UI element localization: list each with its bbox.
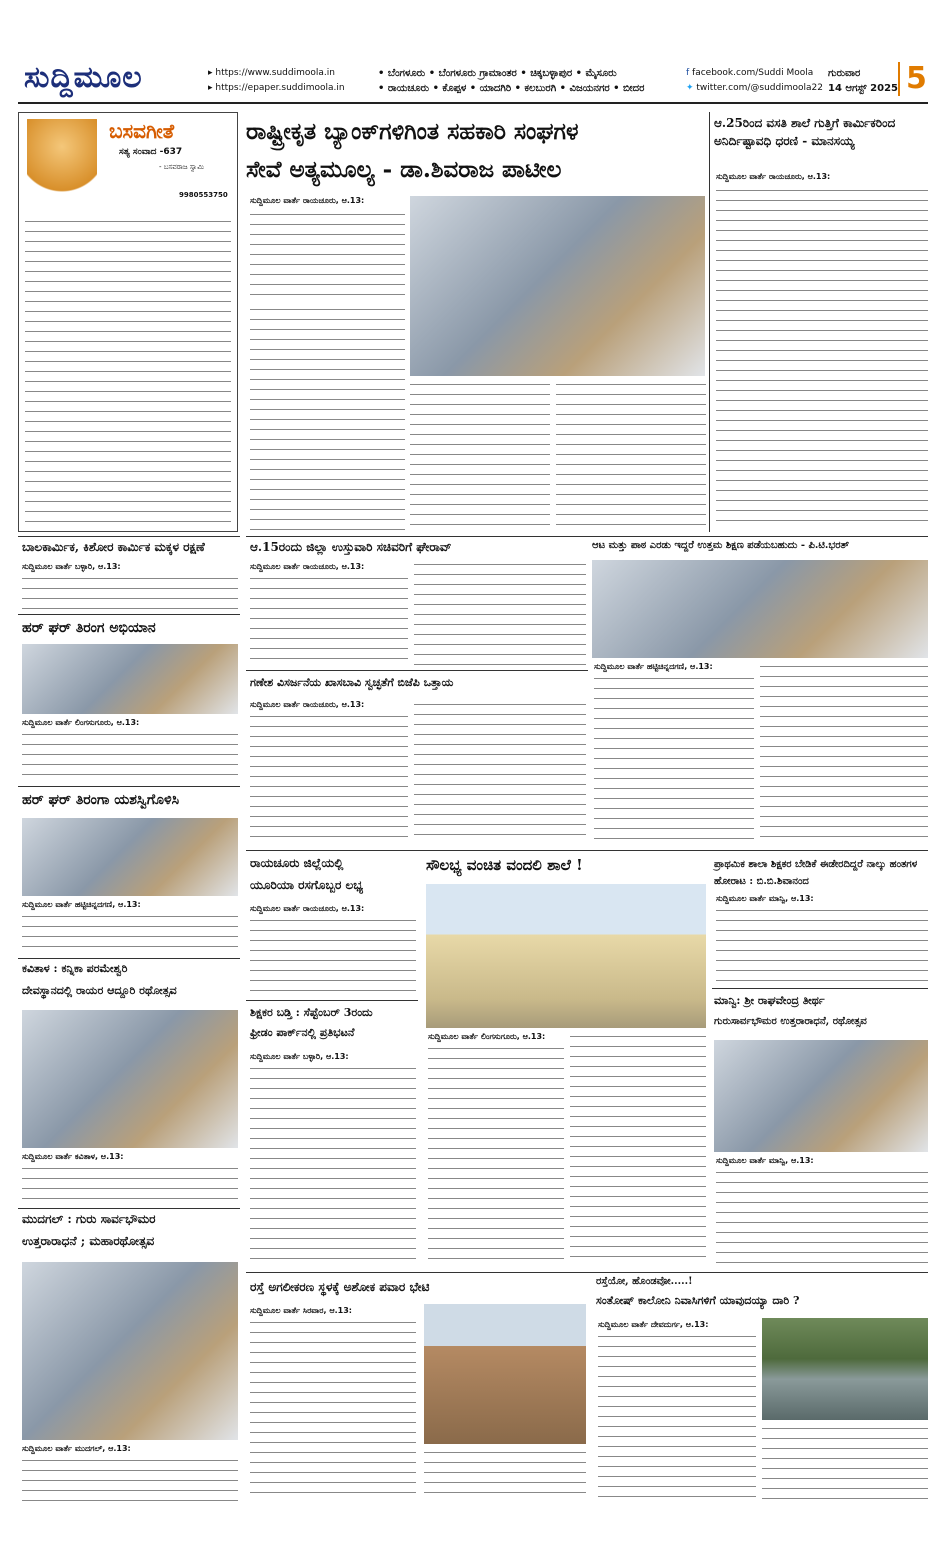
separator: [18, 614, 240, 615]
teacher-day-headline-1: ಶಿಕ್ಷಕರ ಬಡ್ತಿ : ಸೆಪ್ಟೆಂಬರ್ 3ರಂದು: [250, 1006, 373, 1019]
road-body-2: [424, 1448, 586, 1502]
manvi-photo: [714, 1040, 928, 1152]
masthead: [18, 58, 928, 104]
lead-intro: [250, 210, 405, 300]
urea-byline: ಸುದ್ದಿಮೂಲ ವಾರ್ತೆ ರಾಯಚೂರು, ಆ.13:: [250, 904, 365, 913]
mudagal-body: [22, 1456, 238, 1502]
sports-body-1: [594, 674, 754, 844]
twitter-link[interactable]: twitter.com/@suddimoola22: [696, 83, 823, 93]
school-headline: ಸೌಲಭ್ಯ ವಂಚಿತ ವಂದಲಿ ಶಾಲೆ !: [426, 856, 583, 874]
twitter-icon: ✦: [686, 83, 697, 93]
road-photo: [424, 1304, 586, 1444]
basava-illustration: [27, 119, 97, 211]
kavitala-photo: [22, 1010, 238, 1148]
website-links: [208, 66, 345, 96]
har-ghar-2-body: [22, 912, 238, 954]
road-headline: ರಸ್ತೆ ಅಗಲೀಕರಣ ಸ್ಥಳಕ್ಕೆ ಅಶೋಕ ಪವಾರ ಭೇಟಿ: [250, 1280, 430, 1294]
teachers-body: [716, 906, 928, 984]
basava-subtitle: ಸತ್ಯ ಸಂವಾದ -637: [119, 147, 183, 157]
ganesh-body-2: [414, 700, 586, 844]
colony-body-2: [762, 1424, 928, 1502]
separator: [18, 536, 240, 537]
basava-title: ಬಸವಗೀತೆ: [109, 119, 175, 143]
social-links: [686, 66, 823, 96]
mudagal-headline-2: ಉತ್ತರಾರಾಧನೆ ; ಮಹಾರಥೋತ್ಸವ: [22, 1234, 155, 1248]
child-labour-headline: ಬಾಲಕಾರ್ಮಿಕ, ಕಿಶೋರ ಕಾರ್ಮಿಕ ಮಕ್ಕಳ ರಕ್ಷಣೆ: [22, 540, 205, 554]
epaper-url[interactable]: https://epaper.suddimoola.in: [215, 83, 345, 93]
date: 14 ಆಗಸ್ಟ್ 2025: [828, 83, 898, 94]
sports-byline: ಸುದ್ದಿಮೂಲ ವಾರ್ತೆ ಹಟ್ಟಿಚಿನ್ನದಗಣಿ, ಆ.13:: [594, 662, 713, 671]
sports-photo: [592, 560, 928, 658]
manvi-headline-2: ಗುರುಸಾರ್ವಭೌಮರ ಉತ್ತರಾರಾಧನೆ, ರಥೋತ್ಸವ: [714, 1016, 867, 1027]
minister-byline: ಸುದ್ದಿಮೂಲ ವಾರ್ತೆ ರಾಯಚೂರು, ಆ.13:: [250, 562, 365, 571]
teacher-day-headline-2: ಫ್ರೀಡಂ ಪಾರ್ಕ್‌ನಲ್ಲಿ ಪ್ರತಿಭಟನೆ: [250, 1026, 355, 1039]
har-ghar-headline: ಹರ್ ಘರ್ ತಿರಂಗ ಅಭಿಯಾನ: [22, 620, 156, 636]
sports-headline: ಆಟ ಮತ್ತು ಪಾಠ ಎರಡು ಇದ್ದರೆ ಉತ್ತಮ ಶಿಕ್ಷಣ ಪಡೆಯಬಹುದು - ಪಿ.ಟಿ.ಭರತ್: [592, 540, 850, 551]
basava-text: [25, 217, 231, 525]
teacher-day-byline: ಸುದ್ದಿಮೂಲ ವಾರ್ತೆ ಬಳ್ಳಾರಿ, ಆ.13:: [250, 1052, 349, 1061]
sports-body-2: [760, 662, 928, 844]
facebook-icon: f: [686, 68, 693, 78]
teachers-headline: ಪ್ರಾಥಮಿಕ ಶಾಲಾ ಶಿಕ್ಷಕರ ಬೇಡಿಕೆ ಈಡೇರದಿದ್ದರೆ ನಾಲ್ಕು ಹಂತಗಳ ಹೋರಾಟ : ಬಿ.ಬಿ.ಶಿವಾನಂದ: [714, 859, 918, 887]
facebook-link[interactable]: facebook.com/Suddi Moola: [692, 68, 814, 78]
road-body-1: [250, 1318, 416, 1502]
separator: [246, 1000, 418, 1001]
manvi-body: [716, 1168, 928, 1264]
right-top-body: [716, 186, 928, 530]
separator: [712, 988, 928, 989]
kavitala-byline: ಸುದ್ದಿಮೂಲ ವಾರ್ತೆ ಕವಿತಾಳ, ಆ.13:: [22, 1152, 124, 1161]
globe-icon: ▸: [208, 68, 216, 78]
har-ghar-2-headline: ಹರ್ ಘರ್ ತಿರಂಗಾ ಯಶಸ್ವಿಗೊಳಿಸಿ: [22, 792, 180, 808]
separator: [246, 1272, 928, 1273]
mudagal-headline-1: ಮುದಗಲ್ : ಗುರು ಸಾರ್ವಭೌಮರ: [22, 1212, 156, 1226]
har-ghar-body: [22, 730, 238, 782]
school-body-2: [570, 1032, 706, 1264]
globe-icon: ▸: [208, 83, 216, 93]
lead-photo: [410, 196, 705, 376]
lead-headline-line2: ಸೇವೆ ಅತ್ಯಮೂಲ್ಯ - ಡಾ.ಶಿವರಾಜ ಪಾಟೀಲ: [246, 156, 562, 183]
lead-body-col2: [410, 380, 550, 530]
right-top-headline: ಆ.25ರಿಂದ ವಸತಿ ಶಾಲೆ ಗುತ್ತಿಗೆ ಕಾರ್ಮಿಕರಿಂದ ಅನಿರ್ದಿಷ್ಟಾವಧಿ ಧರಣಿ - ಮಾನಸಯ್ಯ: [714, 116, 896, 148]
school-photo: [426, 884, 706, 1028]
issue-date: [828, 66, 898, 96]
ganesh-byline: ಸುದ್ದಿಮೂಲ ವಾರ್ತೆ ರಾಯಚೂರು, ಆ.13:: [250, 700, 365, 709]
newspaper-logo: ಸುದ್ದಿಮೂಲ: [24, 60, 143, 95]
har-ghar-photo: [22, 644, 238, 714]
teachers-byline: ಸುದ್ದಿಮೂಲ ವಾರ್ತೆ ಮಾನ್ವಿ, ಆ.13:: [716, 894, 814, 903]
edition-list: [378, 66, 688, 96]
ganesh-headline: ಗಣೇಶ ವಿಸರ್ಜನೆಯ ಖಾಸಬಾವಿ ಸ್ವಚ್ಛತೆಗೆ ಬಿಜೆಪಿ ಒತ್ತಾಯ: [250, 676, 454, 689]
edition-row-2: • ರಾಯಚೂರು • ಕೊಪ್ಪಳ • ಯಾದಗಿರಿ • ಕಲಬುರಗಿ • ವಿಜಯನಗರ • ಬೀದರ: [378, 83, 645, 94]
basava-phone: 9980553750: [179, 191, 228, 199]
kavitala-headline-1: ಕವಿತಾಳ : ಕನ್ನಿಕಾ ಪರಮೇಶ್ವರಿ: [22, 962, 128, 975]
colony-photo: [762, 1318, 928, 1420]
colony-headline: ಸಂತೋಷ್ ಕಾಲೋನಿ ನಿವಾಸಿಗಳಿಗೆ ಯಾವುದಯ್ಯಾ ದಾರಿ ?: [596, 1294, 800, 1307]
lead-body-col1: [250, 305, 405, 530]
school-body-1: [428, 1044, 564, 1264]
har-ghar-2-byline: ಸುದ್ದಿಮೂಲ ವಾರ್ತೆ ಹಟ್ಟಿಚಿನ್ನದಗಣಿ, ಆ.13:: [22, 900, 141, 909]
minister-headline: ಆ.15ರಂದು ಜಿಲ್ಲಾ ಉಸ್ತುವಾರಿ ಸಚಿವರಿಗೆ ಘೇರಾವ್: [250, 540, 452, 554]
basava-author: - ಬಸವರಾಜ ಸ್ವಾಮಿ: [159, 163, 204, 171]
lead-headline-line1: ರಾಷ್ಟ್ರೀಕೃತ ಬ್ಯಾಂಕ್‌ಗಳಿಗಿಂತ ಸಹಕಾರಿ ಸಂಘಗಳ: [246, 118, 579, 145]
minister-body-1: [250, 574, 408, 666]
lead-body-col3: [556, 380, 706, 530]
colony-kicker: ರಸ್ತೆಯೋ, ಹೊಂಡವೋ.....!: [596, 1276, 693, 1287]
road-byline: ಸುದ್ದಿಮೂಲ ವಾರ್ತೆ ಸಿರವಾರ, ಆ.13:: [250, 1306, 352, 1315]
manvi-headline-1: ಮಾನ್ವಿ: ಶ್ರೀ ರಾಘವೇಂದ್ರ ತೀರ್ಥ: [714, 994, 825, 1007]
teacher-day-body: [250, 1064, 416, 1264]
minister-body-2: [414, 560, 586, 666]
child-labour-body: [22, 574, 238, 610]
har-ghar-2-photo: [22, 818, 238, 896]
school-byline: ಸುದ್ದಿಮೂಲ ವಾರ್ತೆ ಲಿಂಗಸುಗೂರು, ಆ.13:: [428, 1032, 546, 1041]
right-top-byline: ಸುದ್ದಿಮೂಲ ವಾರ್ತೆ ರಾಯಚೂರು, ಆ.13:: [716, 172, 831, 181]
urea-body: [250, 916, 416, 996]
separator: [246, 850, 928, 851]
column-divider: [709, 112, 710, 532]
separator: [18, 958, 240, 959]
mudagal-photo: [22, 1262, 238, 1440]
lead-byline: ಸುದ್ದಿಮೂಲ ವಾರ್ತೆ ರಾಯಚೂರು, ಆ.13:: [250, 196, 365, 205]
kavitala-headline-2: ದೇವಸ್ಥಾನದಲ್ಲಿ ರಾಯರ ಆದ್ದೂರಿ ರಥೋತ್ಸವ: [22, 984, 177, 997]
colony-byline: ಸುದ್ದಿಮೂಲ ವಾರ್ತೆ ದೇವದುರ್ಗ, ಆ.13:: [598, 1320, 709, 1329]
basava-geethe-box: [18, 112, 238, 532]
ganesh-body-1: [250, 712, 408, 844]
edition-row-1: • ಬೆಂಗಳೂರು • ಬೆಂಗಳೂರು ಗ್ರಾಮಾಂತರ • ಚಿಕ್ಕಬಳ್ಳಾಪುರ • ಮೈಸೂರು: [378, 68, 617, 79]
manvi-byline: ಸುದ್ದಿಮೂಲ ವಾರ್ತೆ ಮಾನ್ವಿ, ಆ.13:: [716, 1156, 814, 1165]
urea-headline-2: ಯೂರಿಯಾ ರಸಗೊಬ್ಬರ ಲಭ್ಯ: [250, 878, 364, 892]
kavitala-body: [22, 1164, 238, 1204]
website-url[interactable]: https://www.suddimoola.in: [215, 68, 335, 78]
separator: [246, 670, 588, 671]
har-ghar-byline: ಸುದ್ದಿಮೂಲ ವಾರ್ತೆ ಲಿಂಗಸುಗೂರು, ಆ.13:: [22, 718, 140, 727]
page-number: 5: [898, 62, 927, 96]
child-labour-byline: ಸುದ್ದಿಮೂಲ ವಾರ್ತೆ ಬಳ್ಳಾರಿ, ಆ.13:: [22, 562, 121, 571]
separator: [18, 786, 240, 787]
weekday: ಗುರುವಾರ: [828, 68, 861, 79]
separator: [246, 536, 928, 537]
colony-body-1: [598, 1332, 756, 1502]
urea-headline-1: ರಾಯಚೂರು ಜಿಲ್ಲೆಯಲ್ಲಿ: [250, 856, 344, 870]
mudagal-byline: ಸುದ್ದಿಮೂಲ ವಾರ್ತೆ ಮುದಗಲ್, ಆ.13:: [22, 1444, 131, 1453]
separator: [18, 1208, 240, 1209]
